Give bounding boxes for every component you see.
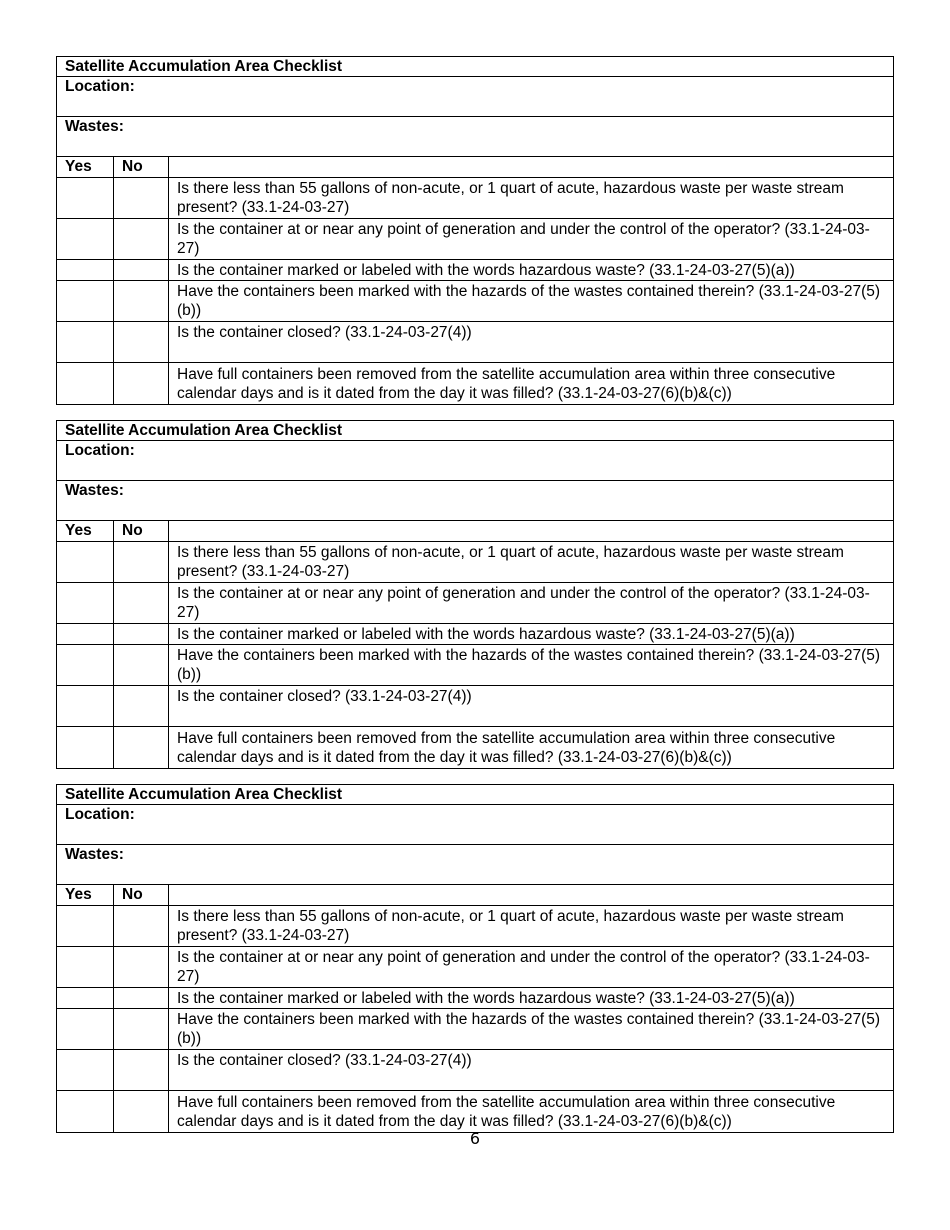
no-checkbox-cell[interactable]	[114, 1050, 169, 1091]
page-number: 6	[469, 1129, 481, 1148]
yes-checkbox-cell[interactable]	[57, 1050, 114, 1091]
checklist-row	[57, 947, 894, 988]
checklist-title: Satellite Accumulation Area Checklist	[57, 57, 894, 77]
checklist-row	[57, 906, 894, 947]
question-text: Is there less than 55 gallons of non-acute, or 1 quart of acute, hazardous waste per waste stream present? (33.1-24-03-27)	[169, 906, 894, 947]
yes-checkbox-cell[interactable]	[57, 178, 114, 219]
checklist-table-2	[56, 420, 894, 769]
wastes-field[interactable]: Wastes:	[57, 481, 894, 521]
yes-checkbox-cell[interactable]	[57, 281, 114, 322]
no-checkbox-cell[interactable]	[114, 727, 169, 769]
yes-checkbox-cell[interactable]	[57, 322, 114, 363]
checklist-row	[57, 322, 894, 363]
wastes-field[interactable]: Wastes:	[57, 845, 894, 885]
checklist-row	[57, 281, 894, 322]
no-checkbox-cell[interactable]	[114, 363, 169, 405]
checklist-row	[57, 988, 894, 1009]
question-text: Have full containers been removed from the satellite accumulation area within three consecutive calendar days and is it dated from the day it was filled? (33.1-24-03-27(6)(b)&(c))	[169, 1091, 894, 1133]
checklist-row	[57, 178, 894, 219]
checklist-title: Satellite Accumulation Area Checklist	[57, 785, 894, 805]
question-column-header	[169, 521, 894, 542]
yes-checkbox-cell[interactable]	[57, 260, 114, 281]
yes-checkbox-cell[interactable]	[57, 906, 114, 947]
checklist-row	[57, 645, 894, 686]
question-text: Is there less than 55 gallons of non-acute, or 1 quart of acute, hazardous waste per waste stream present? (33.1-24-03-27)	[169, 542, 894, 583]
no-column-header: No	[114, 885, 169, 906]
question-text: Have the containers been marked with the hazards of the wastes contained therein? (33.1-24-03-27(5)(b))	[169, 281, 894, 322]
location-field[interactable]: Location:	[57, 805, 894, 845]
question-text: Is the container closed? (33.1-24-03-27(4))	[169, 1050, 894, 1091]
yes-column-header: Yes	[57, 521, 114, 542]
yes-checkbox-cell[interactable]	[57, 988, 114, 1009]
question-text: Is the container marked or labeled with the words hazardous waste? (33.1-24-03-27(5)(a))	[169, 624, 894, 645]
checklist-row	[57, 1009, 894, 1050]
yes-checkbox-cell[interactable]	[57, 624, 114, 645]
no-checkbox-cell[interactable]	[114, 1091, 169, 1133]
checklist-row	[57, 363, 894, 405]
yes-checkbox-cell[interactable]	[57, 1009, 114, 1050]
no-checkbox-cell[interactable]	[114, 219, 169, 260]
yes-checkbox-cell[interactable]	[57, 1091, 114, 1133]
no-checkbox-cell[interactable]	[114, 281, 169, 322]
no-checkbox-cell[interactable]	[114, 322, 169, 363]
no-checkbox-cell[interactable]	[114, 624, 169, 645]
checklist-row	[57, 727, 894, 769]
no-checkbox-cell[interactable]	[114, 988, 169, 1009]
question-text: Is the container closed? (33.1-24-03-27(4))	[169, 322, 894, 363]
question-column-header	[169, 885, 894, 906]
no-checkbox-cell[interactable]	[114, 583, 169, 624]
yes-checkbox-cell[interactable]	[57, 583, 114, 624]
wastes-field[interactable]: Wastes:	[57, 117, 894, 157]
question-text: Is the container at or near any point of generation and under the control of the operator? (33.1-24-03-27)	[169, 947, 894, 988]
yes-checkbox-cell[interactable]	[57, 542, 114, 583]
no-checkbox-cell[interactable]	[114, 645, 169, 686]
yes-checkbox-cell[interactable]	[57, 363, 114, 405]
checklist-row	[57, 542, 894, 583]
question-text: Have full containers been removed from the satellite accumulation area within three consecutive calendar days and is it dated from the day it was filled? (33.1-24-03-27(6)(b)&(c))	[169, 727, 894, 769]
checklist-table-3	[56, 784, 894, 1133]
checklist-row	[57, 1050, 894, 1091]
question-text: Have the containers been marked with the hazards of the wastes contained therein? (33.1-24-03-27(5)(b))	[169, 645, 894, 686]
question-text: Have full containers been removed from the satellite accumulation area within three consecutive calendar days and is it dated from the day it was filled? (33.1-24-03-27(6)(b)&(c))	[169, 363, 894, 405]
checklist-row	[57, 624, 894, 645]
no-column-header: No	[114, 157, 169, 178]
checklist-row	[57, 219, 894, 260]
checklist-row	[57, 686, 894, 727]
question-text: Is the container at or near any point of generation and under the control of the operator? (33.1-24-03-27)	[169, 219, 894, 260]
checklist-row	[57, 583, 894, 624]
question-column-header	[169, 157, 894, 178]
checklist-row	[57, 1091, 894, 1133]
no-checkbox-cell[interactable]	[114, 260, 169, 281]
location-field[interactable]: Location:	[57, 77, 894, 117]
yes-checkbox-cell[interactable]	[57, 686, 114, 727]
yes-checkbox-cell[interactable]	[57, 219, 114, 260]
checklist-title: Satellite Accumulation Area Checklist	[57, 421, 894, 441]
no-checkbox-cell[interactable]	[114, 542, 169, 583]
location-field[interactable]: Location:	[57, 441, 894, 481]
no-checkbox-cell[interactable]	[114, 1009, 169, 1050]
question-text: Is the container closed? (33.1-24-03-27(4))	[169, 686, 894, 727]
yes-checkbox-cell[interactable]	[57, 947, 114, 988]
no-column-header: No	[114, 521, 169, 542]
yes-column-header: Yes	[57, 157, 114, 178]
no-checkbox-cell[interactable]	[114, 178, 169, 219]
checklist-row	[57, 260, 894, 281]
question-text: Have the containers been marked with the hazards of the wastes contained therein? (33.1-24-03-27(5)(b))	[169, 1009, 894, 1050]
no-checkbox-cell[interactable]	[114, 947, 169, 988]
no-checkbox-cell[interactable]	[114, 686, 169, 727]
yes-column-header: Yes	[57, 885, 114, 906]
question-text: Is there less than 55 gallons of non-acute, or 1 quart of acute, hazardous waste per waste stream present? (33.1-24-03-27)	[169, 178, 894, 219]
yes-checkbox-cell[interactable]	[57, 727, 114, 769]
question-text: Is the container marked or labeled with the words hazardous waste? (33.1-24-03-27(5)(a))	[169, 260, 894, 281]
question-text: Is the container at or near any point of generation and under the control of the operator? (33.1-24-03-27)	[169, 583, 894, 624]
checklist-table-1	[56, 56, 894, 405]
question-text: Is the container marked or labeled with the words hazardous waste? (33.1-24-03-27(5)(a))	[169, 988, 894, 1009]
no-checkbox-cell[interactable]	[114, 906, 169, 947]
yes-checkbox-cell[interactable]	[57, 645, 114, 686]
